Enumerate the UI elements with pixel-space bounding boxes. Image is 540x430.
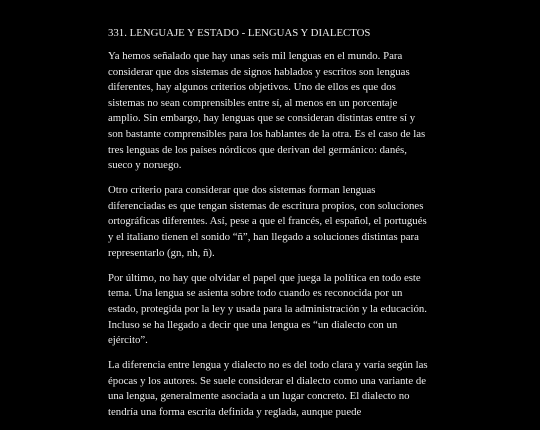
paragraph-1: Ya hemos señalado que hay unas seis mil lenguas en el mundo. Para considerar que dos sistemas de signos hablados y escritos son lenguas diferentes, hay algunos criterios objetivos. Uno de ellos es que dos sistemas no sean comprensibles entre sí, al menos en un porcentaje amplio. Sin embargo, hay lenguas que se consideran distintas entre sí y son bastante comprensibles para los hablantes de la otra. Es el caso de las tres lenguas de los países nórdicos que derivan del germánico: danés, sueco y noruego. [108,50,426,172]
paragraph-4: La diferencia entre lengua y dialecto no es del todo clara y varía según las épocas y los autores. Se suele considerar el dialecto como una variante de una lengua, generalmente asociada a un lugar concreto. El dialecto no tendría una forma escrita definida y reglada, aunque puede [108,359,428,418]
paragraph-3: Por último, no hay que olvidar el papel que juega la política en todo este tema. Una lengua se asienta sobre todo cuando es reconocida por un estado, protegida por la ley y usada para la administración y la educación. Incluso se ha llegado a decir que una lengua es “un dialecto con un ejército”. [108,271,427,347]
page-content [108,26,432,430]
paragraph-2: Otro criterio para considerar que dos sistemas forman lenguas diferenciadas es que tengan sistemas de escritura propios, con soluciones ortográficas diferentes. Así, pese a que el francés, el español, el portugués y el italiano tienen el sonido “ñ”, han llegado a soluciones distintas para representarlo (gn, nh, ñ). [108,184,427,259]
section-title: 331. LENGUAJE Y ESTADO - LENGUAS Y DIALECTOS [108,27,371,39]
